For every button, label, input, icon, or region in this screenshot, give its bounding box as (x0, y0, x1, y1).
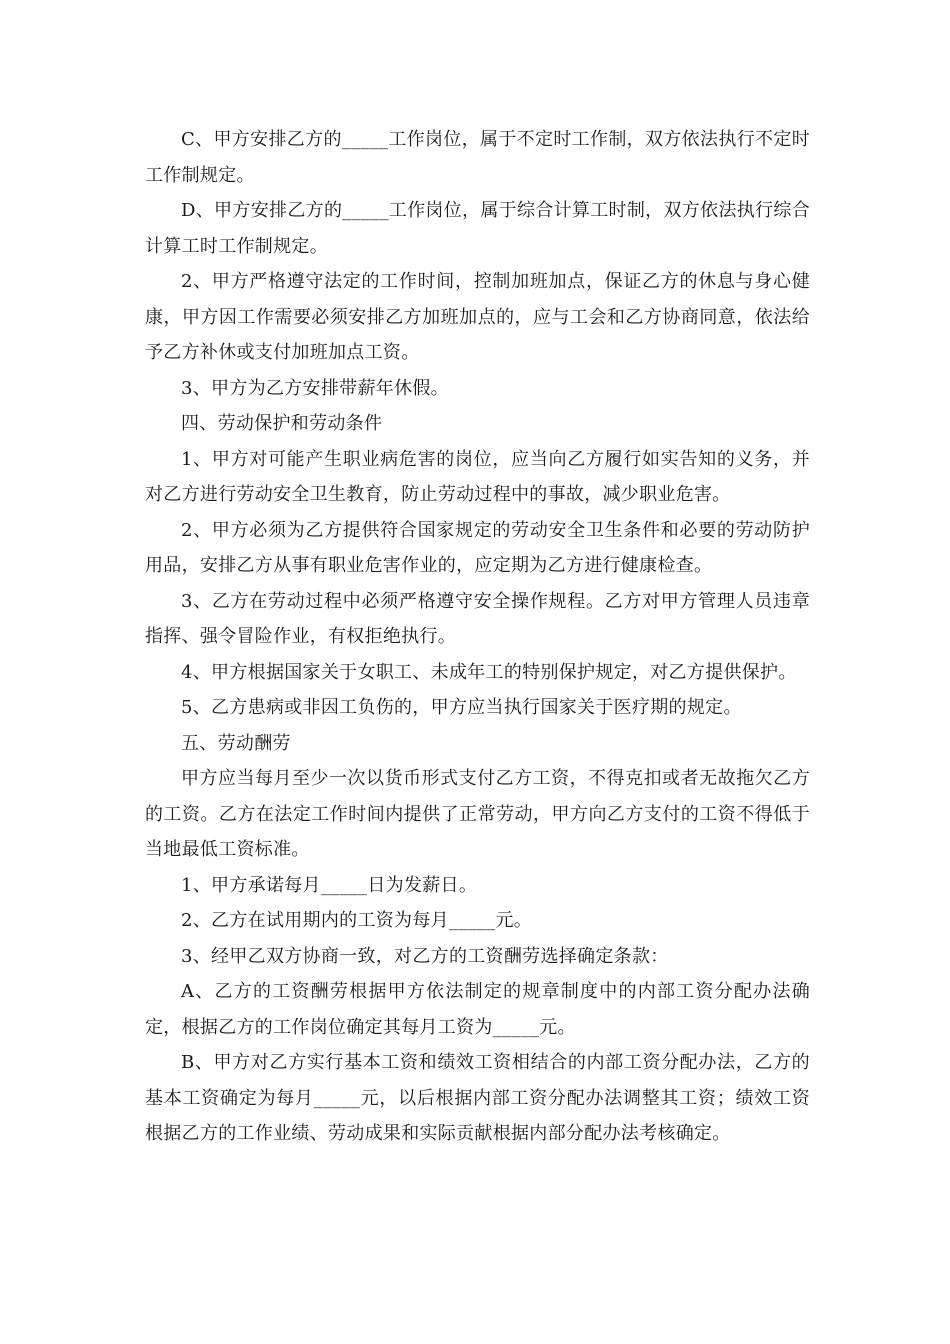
paragraph-payday: 1、甲方承诺每月_____日为发薪日。 (181, 874, 478, 896)
paragraph-remuneration-intro: 甲方应当每月至少一次以货币形式支付乙方工资，不得克扣或者无故拖欠乙方的工资。乙方在法定工作时间内提供了正常劳动，甲方向乙方支付的工资不得低于当地最低工资标准。 (145, 768, 810, 860)
paragraph-protection-3: 3、乙方在劳动过程中必须严格遵守安全操作规程。乙方对甲方管理人员违章指挥、强令冒险作业，有权拒绝执行。 (145, 590, 810, 647)
section-heading-labor-protection: 四、劳动保护和劳动条件 (181, 413, 383, 434)
paragraph-probation-salary: 2、乙方在试用期内的工资为每月_____元。 (181, 910, 533, 931)
section-heading-remuneration: 五、劳动酬劳 (181, 732, 291, 754)
paragraph-option-b: B、甲方对乙方实行基本工资和绩效工资相结合的内部工资分配办法，乙方的基本工资确定为每月_____元，以后根据内部工资分配办法调整其工资；绩效工资根据乙方的工作业绩、劳动成果和实际贡献根据内部分配办法考核确定。 (145, 1052, 810, 1144)
paragraph-protection-4: 4、甲方根据国家关于女职工、未成年工的特别保护规定，对乙方提供保护。 (181, 661, 797, 683)
paragraph-option-a: A、乙方的工资酬劳根据甲方依法制定的规章制度中的内部工资分配办法确定，根据乙方的工作岗位确定其每月工资为_____元。 (145, 981, 810, 1038)
paragraph-working-hours: 2、甲方严格遵守法定的工作时间，控制加班加点，保证乙方的休息与身心健康，甲方因工作需要必须安排乙方加班加点的，应与工会和乙方协商同意，依法给予乙方补休或支付加班加点工资。 (145, 271, 810, 363)
paragraph-protection-5: 5、乙方患病或非因工负伤的，甲方应当执行国家关于医疗期的规定。 (181, 697, 742, 718)
document-body (145, 122, 810, 1152)
paragraph-clause-c: C、甲方安排乙方的_____工作岗位，属于不定时工作制，双方依法执行不定时工作制规定。 (145, 129, 810, 186)
paragraph-annual-leave: 3、甲方为乙方安排带薪年休假。 (181, 377, 449, 399)
paragraph-protection-2: 2、甲方必须为乙方提供符合国家规定的劳动安全卫生条件和必要的劳动防护用品，安排乙方从事有职业危害作业的，应定期为乙方进行健康检查。 (145, 519, 810, 576)
paragraph-protection-1: 1、甲方对可能产生职业病危害的岗位，应当向乙方履行如实告知的义务，并对乙方进行劳动安全卫生教育，防止劳动过程中的事故，减少职业危害。 (145, 448, 810, 505)
paragraph-salary-options: 3、经甲乙双方协商一致，对乙方的工资酬劳选择确定条款： (181, 945, 669, 967)
paragraph-clause-d: D、甲方安排乙方的_____工作岗位，属于综合计算工时制，双方依法执行综合计算工时工作制规定。 (145, 200, 810, 257)
